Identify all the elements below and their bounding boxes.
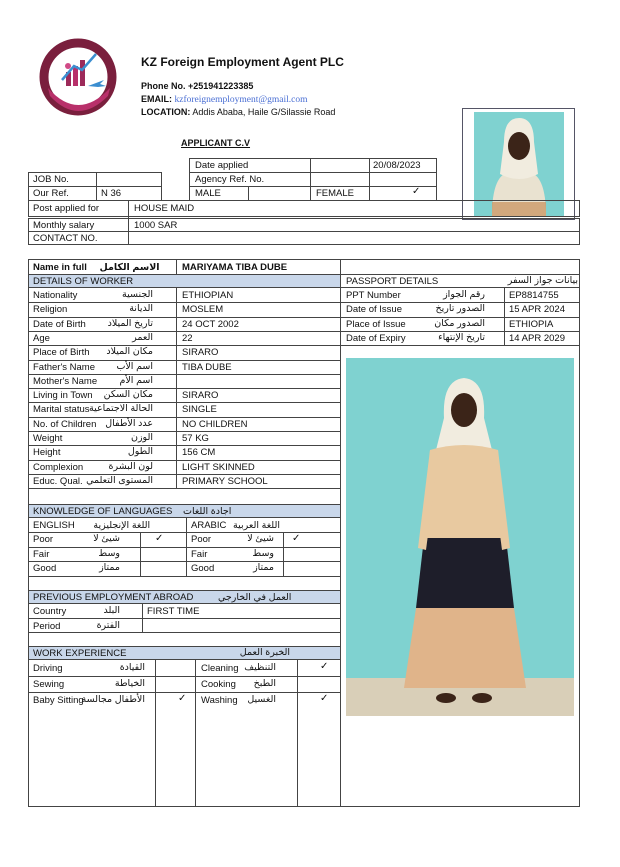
experience-right-label: Cleaning bbox=[201, 663, 239, 674]
row-divider bbox=[28, 576, 340, 577]
location-label: LOCATION: bbox=[141, 107, 191, 117]
row-divider bbox=[28, 445, 340, 446]
passport-field-value: ETHIOPIA bbox=[509, 318, 554, 330]
worker-field-label-ar: الطول bbox=[127, 446, 153, 458]
passport-field-value: 14 APR 2029 bbox=[509, 332, 565, 344]
country-value: FIRST TIME bbox=[147, 606, 200, 617]
languages-title-en: KNOWLEDGE OF LANGUAGES bbox=[33, 506, 173, 517]
worker-field-value: PRIMARY SCHOOL bbox=[182, 475, 268, 487]
phone-label: Phone No. bbox=[141, 81, 186, 91]
company-name: KZ Foreign Employment Agent PLC bbox=[141, 55, 344, 69]
worker-field-label-ar: اسم الأم bbox=[119, 374, 153, 386]
passport-field-label-ar: تاريخ الإنتهاء bbox=[438, 331, 485, 343]
languages-section-title bbox=[33, 506, 231, 517]
experience-section-title-ar: الخبرة العمل bbox=[239, 647, 290, 658]
english-label-ar: اللغة الإنجليزية bbox=[93, 520, 151, 531]
salary-label: Monthly salary bbox=[33, 220, 95, 231]
our-ref-label: Our Ref. bbox=[33, 188, 69, 199]
experience-left-label-ar: الخياطة bbox=[114, 678, 145, 689]
experience-left-label: Driving bbox=[33, 663, 63, 674]
english-header bbox=[33, 520, 150, 531]
worker-field-label: Complexion bbox=[33, 461, 84, 473]
worker-field-label: Age bbox=[33, 332, 50, 344]
english-level-label: Good bbox=[33, 563, 57, 574]
experience-right-label-ar: الغسيل bbox=[247, 694, 276, 705]
full-body-photo bbox=[346, 358, 574, 716]
experience-section-title: WORK EXPERIENCE bbox=[33, 648, 127, 659]
row-divider bbox=[28, 302, 340, 303]
english-level-label-ar: ممتاز bbox=[99, 562, 120, 573]
location-value: Addis Ababa, Haile G/Silassie Road bbox=[192, 107, 336, 117]
worker-field-label: Nationality bbox=[33, 290, 78, 301]
name-label bbox=[33, 262, 160, 273]
job-no-label: JOB No. bbox=[33, 174, 69, 185]
worker-field-value: ETHIOPIAN bbox=[182, 290, 234, 301]
row-divider bbox=[28, 374, 340, 375]
worker-field-value: TIBA DUBE bbox=[182, 361, 232, 373]
passport-field-label-ar: الصدور تاريخ bbox=[435, 303, 485, 315]
worker-field-label-ar: تاريخ الميلاد bbox=[107, 317, 153, 329]
experience-right-label: Washing bbox=[201, 695, 238, 706]
row-divider bbox=[28, 345, 340, 346]
passport-field-label: Date of Issue bbox=[346, 304, 402, 316]
country-label: Country bbox=[33, 606, 67, 617]
languages-title-ar: اجادة اللغات bbox=[183, 506, 232, 517]
passport-field-value: 15 APR 2024 bbox=[509, 304, 565, 316]
worker-field-value: 24 OCT 2002 bbox=[182, 318, 239, 330]
period-label: Period bbox=[33, 621, 61, 632]
post-value: HOUSE MAID bbox=[134, 203, 195, 214]
arabic-label-ar: اللغة العربية bbox=[233, 520, 280, 531]
arabic-level-label: Fair bbox=[191, 548, 208, 560]
row-divider bbox=[28, 317, 340, 318]
row-divider bbox=[28, 331, 340, 332]
arabic-level-check: ✓ bbox=[292, 533, 301, 544]
worker-field-value: 22 bbox=[182, 332, 193, 344]
worker-field-label: Religion bbox=[33, 304, 68, 316]
period-label-ar: الفترة bbox=[96, 620, 120, 631]
worker-field-label-ar: الوزن bbox=[130, 432, 153, 443]
email-link[interactable]: kzforeignemployment@gmail.com bbox=[174, 95, 308, 105]
worker-field-value: 57 KG bbox=[182, 433, 209, 444]
row-divider bbox=[28, 431, 340, 432]
experience-right-label: Cooking bbox=[201, 679, 236, 690]
english-level-label: Fair bbox=[33, 548, 50, 560]
worker-field-label: Height bbox=[33, 447, 61, 459]
row-divider bbox=[28, 676, 340, 677]
previous-title-en: PREVIOUS EMPLOYMENT ABROAD bbox=[33, 592, 194, 603]
worker-field-label-ar: اسم الأب bbox=[116, 360, 153, 372]
row-divider bbox=[28, 360, 340, 361]
worker-field-label-ar: مكان السكن bbox=[103, 389, 153, 401]
row-divider bbox=[28, 388, 340, 389]
contact-row bbox=[28, 231, 580, 245]
salary-value: 1000 SAR bbox=[134, 220, 178, 231]
name-value: MARIYAMA TIBA DUBE bbox=[182, 262, 288, 273]
worker-field-label-ar: مكان الميلاد bbox=[106, 346, 153, 358]
worker-field-label: Place of Birth bbox=[33, 347, 90, 359]
column-divider bbox=[176, 288, 177, 488]
worker-field-value: LIGHT SKINNED bbox=[182, 461, 255, 473]
worker-section-title: DETAILS OF WORKER bbox=[33, 276, 134, 287]
worker-field-label: Living in Town bbox=[33, 390, 93, 402]
phone-line bbox=[141, 81, 253, 91]
worker-field-value: SIRARO bbox=[182, 347, 219, 359]
experience-right-check: ✓ bbox=[320, 661, 329, 672]
row-divider bbox=[28, 417, 340, 418]
english-level-check: ✓ bbox=[155, 533, 164, 544]
previous-title-ar: العمل في الخارجي bbox=[217, 592, 292, 603]
worker-field-label-ar: لون البشرة bbox=[108, 460, 153, 472]
worker-field-label: Father's Name bbox=[33, 361, 96, 373]
country-label-ar: البلد bbox=[103, 605, 120, 616]
experience-left-label-ar: الأطفال مجالسة bbox=[81, 694, 145, 705]
name-label-ar: الاسم الكامل bbox=[99, 262, 160, 273]
female-checkbox[interactable]: ✓ bbox=[412, 186, 421, 197]
worker-field-value: MOSLEM bbox=[182, 304, 224, 316]
experience-left-label: Sewing bbox=[33, 679, 65, 690]
english-level-label-ar: وسط bbox=[98, 547, 120, 559]
experience-right-check: ✓ bbox=[320, 693, 329, 704]
email-label: EMAIL: bbox=[141, 94, 172, 104]
company-logo bbox=[38, 36, 118, 118]
worker-field-value: SIRARO bbox=[182, 390, 219, 402]
english-level-label-ar: شيئ لا bbox=[93, 533, 120, 544]
female-label: FEMALE bbox=[316, 188, 355, 199]
arabic-level-label: Good bbox=[191, 563, 215, 574]
date-applied-label: Date applied bbox=[195, 160, 249, 171]
previous-section-title bbox=[33, 592, 291, 603]
arabic-level-label-ar: وسط bbox=[252, 547, 274, 559]
arabic-level-label-ar: ممتاز bbox=[253, 562, 274, 573]
arabic-header bbox=[191, 520, 280, 531]
row-divider bbox=[28, 460, 340, 461]
experience-right-label-ar: التنظيف bbox=[244, 662, 276, 673]
our-ref-value: N 36 bbox=[101, 188, 122, 199]
worker-field-label-ar: عدد الأطفال bbox=[105, 417, 153, 429]
worker-field-label: Educ. Qual. bbox=[33, 475, 83, 487]
post-row bbox=[28, 200, 580, 217]
passport-field-label-ar: رقم الجواز bbox=[443, 289, 485, 300]
worker-field-label-ar: الجنسية bbox=[122, 289, 153, 300]
worker-field-label-ar: الحالة الاجتماعية bbox=[89, 403, 153, 415]
experience-left-check: ✓ bbox=[178, 693, 187, 704]
passport-field-label: Date of Expiry bbox=[346, 332, 406, 344]
male-label: MALE bbox=[195, 188, 221, 199]
passport-field-label-ar: الصدور مكان bbox=[434, 317, 485, 329]
row-divider bbox=[340, 345, 580, 346]
arabic-level-label-ar: شيئ لا bbox=[247, 533, 274, 544]
column-divider bbox=[504, 288, 505, 345]
english-label: ENGLISH bbox=[33, 520, 75, 531]
worker-field-value: 156 CM bbox=[182, 447, 216, 459]
experience-left-label-ar: القيادة bbox=[119, 662, 145, 673]
passport-field-label: PPT Number bbox=[346, 290, 401, 301]
date-applied-value: 20/08/2023 bbox=[373, 160, 421, 171]
name-label-en: Name in full bbox=[33, 262, 87, 273]
experience-left-label: Baby Sitting bbox=[33, 695, 84, 706]
phone-value: +251941223385 bbox=[188, 81, 254, 91]
worker-field-label: Date of Birth bbox=[33, 318, 86, 330]
arabic-level-label: Poor bbox=[191, 534, 212, 545]
worker-field-value: SINGLE bbox=[182, 404, 217, 416]
location-line bbox=[141, 107, 335, 117]
worker-field-label: Mother's Name bbox=[33, 375, 98, 387]
passport-section-title: PASSPORT DETAILS bbox=[346, 276, 439, 287]
arabic-label: ARABIC bbox=[191, 520, 227, 531]
english-level-label: Poor bbox=[33, 534, 54, 545]
worker-field-label: Marital status bbox=[33, 404, 90, 416]
row-divider bbox=[28, 474, 340, 475]
passport-field-label: Place of Issue bbox=[346, 318, 406, 330]
worker-field-label-ar: المستوى التعلمي bbox=[86, 474, 153, 486]
row-divider bbox=[28, 402, 340, 403]
contact-label: CONTACT NO. bbox=[33, 233, 98, 244]
post-label: Post applied for bbox=[33, 203, 100, 214]
gender-row bbox=[189, 186, 437, 201]
row-divider bbox=[28, 488, 340, 489]
worker-field-label-ar: العمر bbox=[132, 331, 153, 343]
column-divider bbox=[283, 532, 284, 576]
worker-field-label: No. of Children bbox=[33, 418, 97, 430]
experience-right-label-ar: الطبخ bbox=[253, 678, 276, 689]
agency-ref-label: Agency Ref. No. bbox=[195, 174, 265, 185]
salary-row bbox=[28, 218, 580, 232]
passport-field-value: EP8814755 bbox=[509, 290, 559, 301]
worker-field-value: NO CHILDREN bbox=[182, 418, 248, 430]
worker-field-label: Weight bbox=[33, 433, 63, 444]
worker-field-label-ar: الديانة bbox=[129, 303, 153, 315]
email-line bbox=[141, 94, 308, 105]
document-title: APPLICANT C.V bbox=[181, 138, 251, 148]
column-divider bbox=[140, 532, 141, 576]
passport-section-title-ar: بيانات جواز السفر bbox=[507, 275, 578, 286]
